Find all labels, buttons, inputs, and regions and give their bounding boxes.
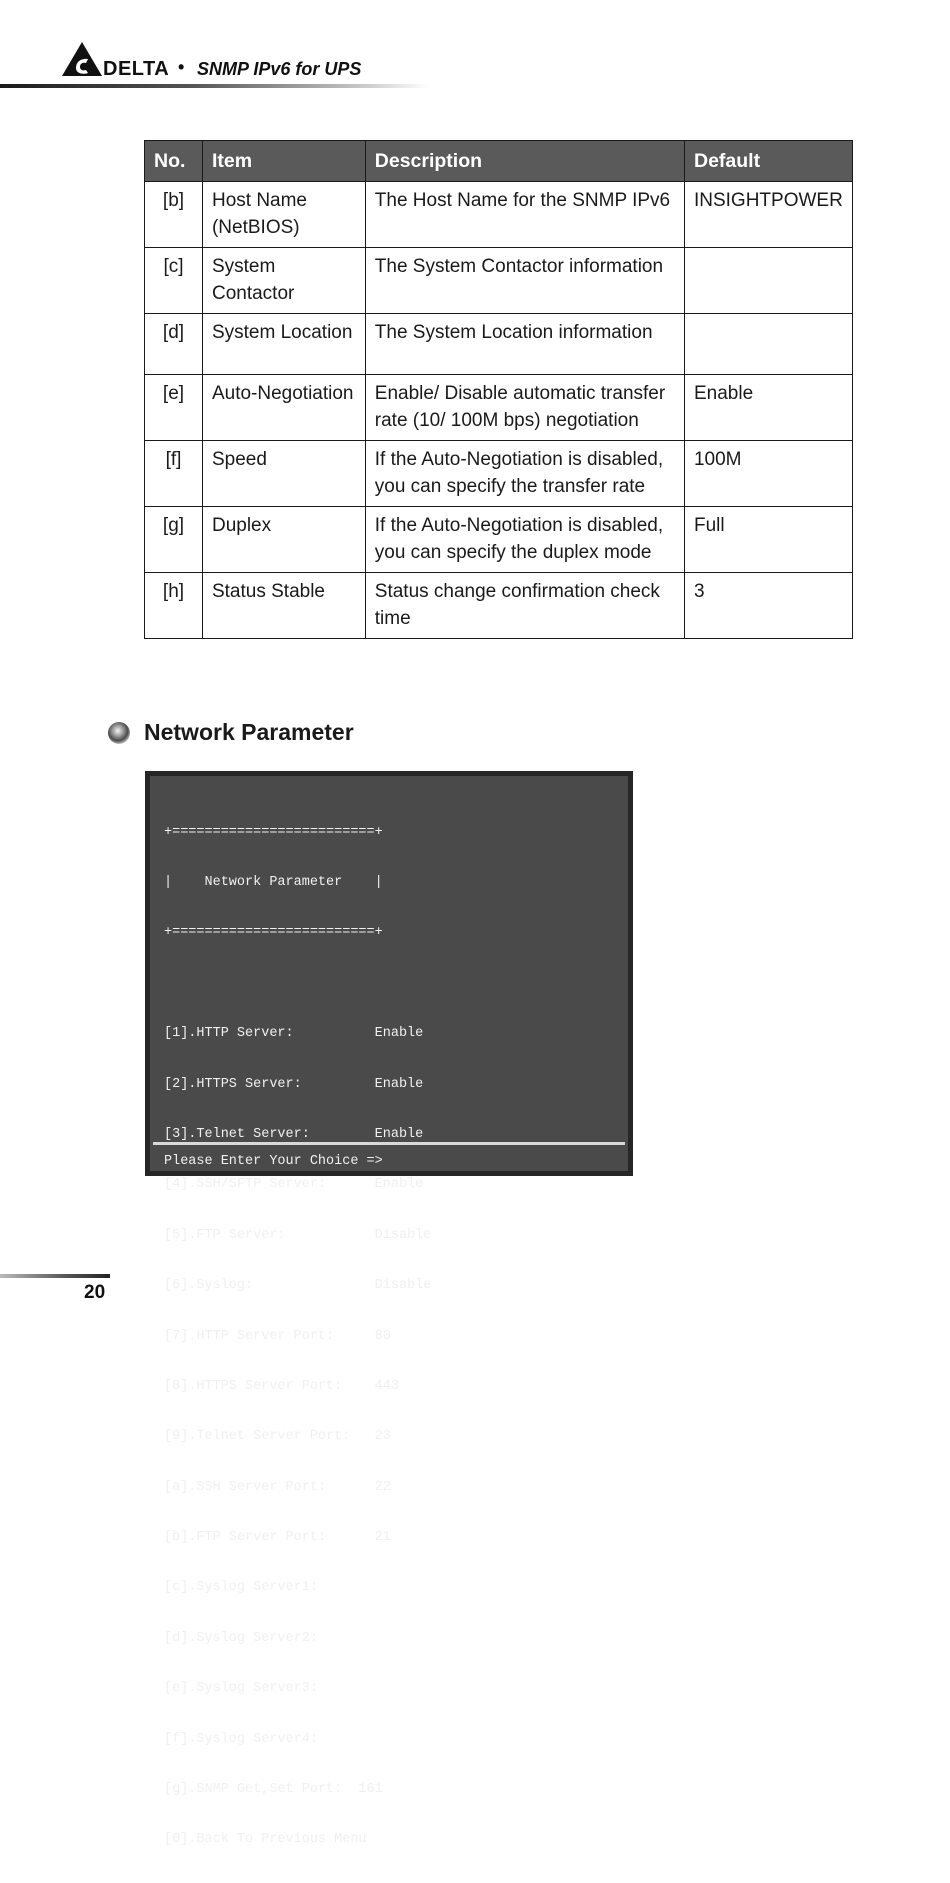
- menu-option-https-port: [8].HTTPS Server Port: 443: [164, 1378, 399, 1394]
- table-row: [145, 441, 853, 507]
- menu-option-telnet-port: [9].Telnet Server Port: 23: [164, 1429, 391, 1445]
- menu-option-syslog: [6].Syslog: Disable: [164, 1278, 432, 1294]
- column-header-description: Description: [365, 141, 684, 182]
- row-item: System Contactor: [202, 248, 365, 314]
- brand-name: DELTA: [103, 58, 170, 80]
- table-row: [145, 375, 853, 441]
- row-item: System Location: [202, 314, 365, 375]
- column-header-no: No.: [145, 141, 203, 182]
- terminal-line: +=========================+: [164, 824, 383, 840]
- row-no: [c]: [145, 248, 203, 314]
- menu-option-syslog-server3: [e].Syslog Server3:: [164, 1681, 318, 1697]
- menu-option-syslog-server1: [c].Syslog Server1:: [164, 1580, 318, 1596]
- row-description: The System Location information: [365, 314, 684, 375]
- header-rule: [0, 84, 430, 88]
- terminal-prompt: Please Enter Your Choice =>: [164, 1154, 383, 1169]
- terminal-line: [164, 976, 431, 993]
- row-description: If the Auto-Negotiation is disabled, you can specify the duplex mode: [365, 507, 684, 573]
- row-no: [e]: [145, 375, 203, 441]
- bullet-circle-icon: [108, 722, 130, 744]
- row-description: If the Auto-Negotiation is disabled, you can specify the transfer rate: [365, 441, 684, 507]
- header-bullet: •: [178, 57, 185, 77]
- column-header-default: Default: [684, 141, 852, 182]
- terminal-screenshot: [145, 771, 633, 1848]
- table-row: [145, 248, 853, 314]
- parameter-table: [144, 140, 853, 639]
- row-default: 100M: [684, 441, 852, 507]
- row-item: Duplex: [202, 507, 365, 573]
- footer-rule: [0, 1274, 110, 1278]
- section-title: Network Parameter: [144, 719, 354, 745]
- row-description: The Host Name for the SNMP IPv6: [365, 182, 684, 248]
- row-no: [g]: [145, 507, 203, 573]
- column-header-item: Item: [202, 141, 365, 182]
- row-item: Auto-Negotiation: [202, 375, 365, 441]
- table-row: [145, 314, 853, 375]
- menu-option-ftp-server: [5].FTP Server: Disable: [164, 1227, 432, 1243]
- terminal-line: +=========================+: [164, 925, 383, 941]
- row-default: [684, 314, 852, 375]
- row-no: [b]: [145, 182, 203, 248]
- page-header: [0, 38, 950, 94]
- menu-option-snmp-port: [g].SNMP Get,Set Port: 161: [164, 1782, 383, 1798]
- menu-option-syslog-server4: [f].Syslog Server4:: [164, 1731, 318, 1747]
- menu-option-syslog-server2: [d].Syslog Server2:: [164, 1630, 318, 1646]
- menu-option-back: [0].Back To Previous Menu: [164, 1832, 367, 1848]
- menu-option-https-server: [2].HTTPS Server: Enable: [164, 1076, 424, 1092]
- row-no: [h]: [145, 573, 203, 639]
- row-default: 3: [684, 573, 852, 639]
- page-number: 20: [84, 1282, 106, 1303]
- row-item: Status Stable: [202, 573, 365, 639]
- table-row: [145, 182, 853, 248]
- table-header-row: [145, 141, 853, 182]
- row-default: Full: [684, 507, 852, 573]
- row-default: Enable: [684, 375, 852, 441]
- row-item: Speed: [202, 441, 365, 507]
- document-title: SNMP IPv6 for UPS: [197, 59, 362, 79]
- menu-option-ssh-sftp-server: [4].SSH/SFTP Server: Enable: [164, 1177, 424, 1193]
- delta-logo-icon: [62, 42, 102, 83]
- row-default: INSIGHTPOWER: [684, 182, 852, 248]
- row-item: Host Name (NetBIOS): [202, 182, 365, 248]
- menu-option-ssh-port: [a].SSH Server Port: 22: [164, 1479, 391, 1495]
- row-default: [684, 248, 852, 314]
- row-description: Enable/ Disable automatic transfer rate (10/ 100M bps) negotiation: [365, 375, 684, 441]
- menu-option-telnet-server: [3].Telnet Server: Enable: [164, 1126, 424, 1142]
- table-row: [145, 573, 853, 639]
- terminal-menu: [164, 791, 431, 1883]
- row-no: [f]: [145, 441, 203, 507]
- row-description: Status change confirmation check time: [365, 573, 684, 639]
- terminal-line: | Network Parameter |: [164, 874, 383, 890]
- menu-option-http-server: [1].HTTP Server: Enable: [164, 1026, 424, 1042]
- terminal-divider: [153, 1142, 625, 1145]
- menu-option-http-port: [7].HTTP Server Port: 80: [164, 1328, 391, 1344]
- table-row: [145, 507, 853, 573]
- menu-option-ftp-port: [b].FTP Server Port: 21: [164, 1530, 391, 1546]
- row-no: [d]: [145, 314, 203, 375]
- row-description: The System Contactor information: [365, 248, 684, 314]
